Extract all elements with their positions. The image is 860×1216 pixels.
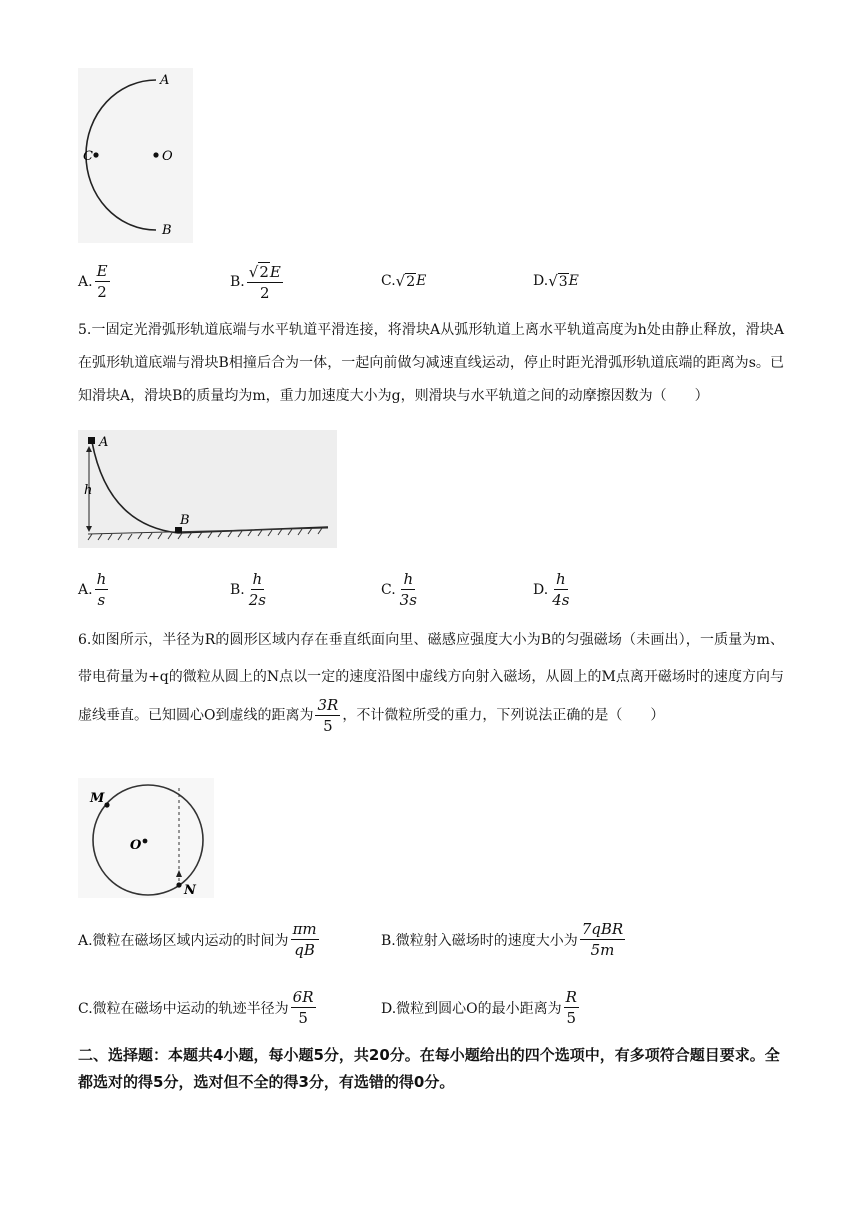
fraction: $\frac{\text{7qBR}}{5m}$ [581,920,624,959]
section-2-heading: 二、选择题：本题共4小题，每小题5分，共20分。在每小题给出的四个选项中，有多项符合题目要求。全都选对的得5分，选对但不全的得3分，有选错的得0分。 [78,1046,780,1091]
q5-question-text: 5.一固定光滑弧形轨道底端与水平轨道平滑连接，将滑块A从弧形轨道上离水平轨道高度为h处由静止释放，滑块A在弧形轨道底端与滑块B相撞后合为一体，一起向前做匀减速直线运动，停止时距光滑弧形轨道底端的距离为s。已知滑块A，滑块B的质量均为m，重力加速度大小为g，则滑块与水平轨道之间的动摩擦因数为（ ） [78,322,784,404]
q5-track-diagram [78,430,337,548]
sqrt-symbol: √ 2 [248,263,269,281]
q6-option-b: B.微粒射入磁场时的速度大小为 $\frac{\text{7qBR}}{5m}$ [381,920,624,959]
q4-arc-diagram [78,68,193,243]
point-o [153,152,158,157]
q6-figure [78,778,214,898]
q4-option-a: A. $\frac{E}{2}$ [78,262,108,301]
q6-question-text: 6.如图所示，半径为R的圆形区域内存在垂直纸面向里、磁感应强度大小为B的匀强磁场（未画出），一质量为m、带电荷量为+q的微粒从圆上的N点以一定的速度沿图中虚线方向射入磁场，从圆上的M点离开磁场时的速度方向与虚线垂直。已知圆心O到虚线的距离为 $\frac{3R}{5}$ ，不计微粒所受的重力，下列说法正确的是（ ） [78,632,784,735]
label-m: M [90,791,105,806]
sqrt-symbol: √ 2 [395,272,416,290]
fraction: $\frac{\pi m}{qB}$ [292,920,317,959]
point-c [93,152,98,157]
field-circle [93,785,203,895]
track-path [92,442,328,533]
fraction: $\frac{h}{3s}$ [399,570,417,609]
label-o: O [130,838,142,853]
q6-option-c: C.微粒在磁场中运动的轨迹半径为 $\frac{6R}{5}$ [78,988,314,1027]
fraction: √ 2 E 2 [248,263,281,302]
velocity-arrow [176,870,182,877]
label-o: O [162,149,173,164]
q4-option-c: C. √ 2 E [381,272,427,290]
point-m [104,802,109,807]
point-n [176,882,181,887]
q5-option-b: B. $\frac{h}{2s}$ [230,570,266,609]
q4-option-b: B. √ 2 E 2 [230,263,281,302]
fraction: $\frac{h}{2s}$ [248,570,266,609]
label-a: A [99,435,109,450]
fraction: $\frac{h}{s}$ [96,570,107,609]
arrow-down [86,526,92,532]
label-n: N [184,883,196,898]
fraction: $\frac{R}{5}$ [565,988,577,1027]
fraction: $\frac{3R}{5}$ [317,696,339,735]
sqrt-symbol: √ 3 [548,272,568,290]
fraction: $\frac{E}{2}$ [96,262,108,301]
q5-figure [78,430,337,548]
label-b: B [162,223,172,238]
q5-option-a: A. $\frac{h}{s}$ [78,570,107,609]
q5-option-c: C. $\frac{h}{3s}$ [381,570,417,609]
label-a: A [160,73,170,88]
fraction: $\frac{h}{4s}$ [552,570,570,609]
q6-option-a: A.微粒在磁场区域内运动的时间为 $\frac{\pi m}{qB}$ [78,920,317,959]
label-b: B [180,513,190,528]
label-c: C [83,149,93,164]
label-h: h [84,483,93,498]
q6-option-d: D.微粒到圆心O的最小距离为 $\frac{R}{5}$ [381,988,577,1027]
ground-hatching [88,528,328,540]
point-o [143,839,148,844]
q6-circle-diagram [78,778,214,898]
block-a [88,437,95,444]
fraction: $\frac{6R}{5}$ [292,988,314,1027]
q4-option-d: D. √ 3 E [533,272,579,290]
q5-option-d: D. $\frac{h}{4s}$ [533,570,570,609]
q4-figure [78,68,193,243]
arrow-up [86,446,92,452]
